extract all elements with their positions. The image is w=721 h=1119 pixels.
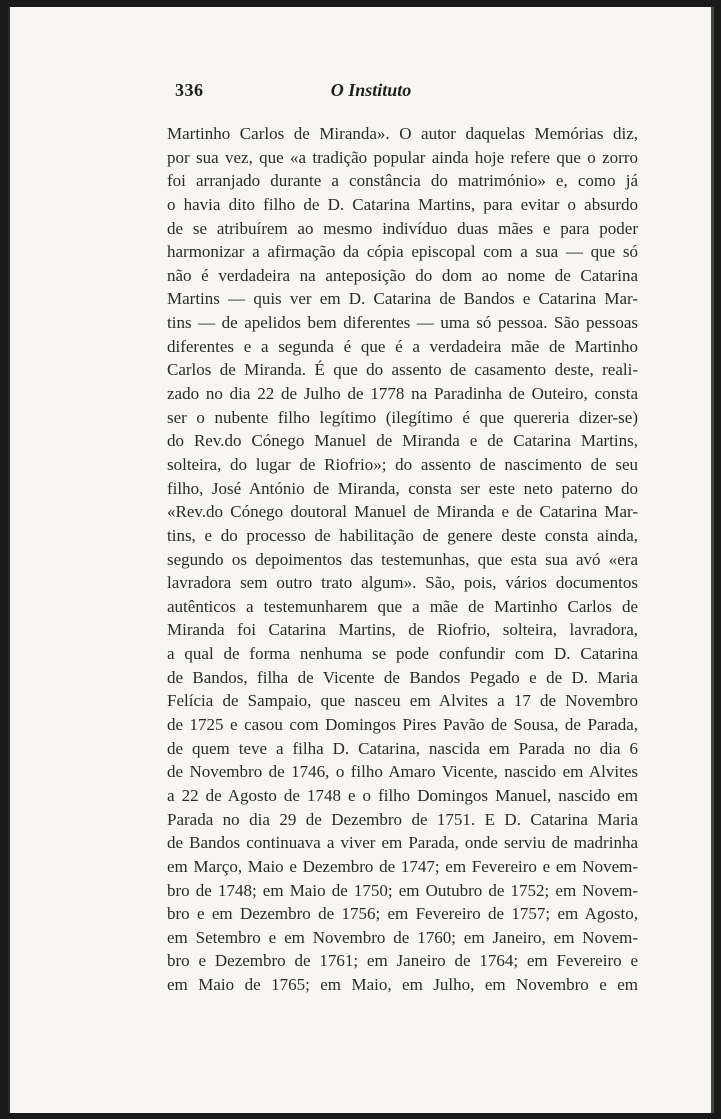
text-line: não é verdadeira na anteposição do dom ao nome de Catarina [167, 265, 638, 285]
text-line: a 22 de Agosto de 1748 e o filho Domingos Manuel, nascido em [167, 785, 638, 805]
text-line: lavradora sem outro trato algum». São, pois, vários documentos [167, 573, 638, 593]
text-line: do Rev.do Cónego Manuel de Miranda e de Catarina Martins, [167, 431, 638, 451]
text-line: «Rev.do Cónego doutoral Manuel de Miranda e de Catarina Mar- [167, 502, 638, 522]
text-line: autênticos a testemunharem que a mãe de Martinho Carlos de [167, 596, 638, 616]
text-line: ser o nubente filho legítimo (ilegítimo é que quereria dizer-se) [167, 407, 638, 427]
text-line: Martins — quis ver em D. Catarina de Bandos e Catarina Mar- [167, 289, 638, 309]
text-line: filho, José António de Miranda, consta ser este neto paterno do [167, 478, 638, 498]
text-line: Carlos de Miranda. É que do assento de casamento deste, reali- [167, 360, 638, 380]
text-line: em Março, Maio e Dezembro de 1747; em Fevereiro e em Novem- [167, 856, 638, 876]
running-title: O Instituto [330, 80, 412, 100]
text-line: de quem teve a filha D. Catarina, nascida em Parada no dia 6 [167, 738, 638, 758]
text-line: harmonizar a afirmação da cópia episcopal com a sua — que só [167, 242, 638, 262]
text-line: Felícia de Sampaio, que nasceu em Alvites a 17 de Novembro [167, 691, 638, 711]
text-line: tins, e do processo de habilitação de genere deste consta ainda, [167, 525, 638, 545]
text-line: o havia dito filho de D. Catarina Martins, para evitar o absurdo [167, 194, 638, 214]
text-line: foi arranjado durante a constância do matrimónio» e, como já [167, 171, 638, 191]
text-line: por sua vez, que «a tradição popular ainda hoje refere que o zorro [167, 147, 638, 167]
page-number: 336 [175, 80, 204, 100]
text-line: solteira, do lugar de Riofrio»; do assento de nascimento de seu [167, 454, 638, 474]
text-line: de Bandos continuava a viver em Parada, onde serviu de madrinha [167, 833, 638, 853]
text-line: bro de 1748; em Maio de 1750; em Outubro de 1752; em Novem- [167, 880, 638, 900]
text-line: a qual de forma nenhuma se pode confundir com D. Catarina [167, 644, 638, 664]
text-line: em Setembro e em Novembro de 1760; em Janeiro, em Novem- [167, 927, 638, 947]
page-header [175, 80, 567, 106]
text-line: diferentes e a segunda é que é a verdadeira mãe de Martinho [167, 336, 638, 356]
text-line: Miranda foi Catarina Martins, de Riofrio, solteira, lavradora, [167, 620, 638, 640]
text-line: em Maio de 1765; em Maio, em Julho, em Novembro e em [167, 975, 638, 995]
text-line: de se atribuírem ao mesmo indivíduo duas mães e para poder [167, 218, 638, 238]
text-line: Parada no dia 29 de Dezembro de 1751. E D. Catarina Maria [167, 809, 638, 829]
text-line: de 1725 e casou com Domingos Pires Pavão de Sousa, de Parada, [167, 715, 638, 735]
text-line: bro e Dezembro de 1761; em Janeiro de 1764; em Fevereiro e [167, 951, 638, 971]
text-line: Martinho Carlos de Miranda». O autor daquelas Memórias diz, [167, 124, 638, 143]
text-line: tins — de apelidos bem diferentes — uma só pessoa. São pessoas [167, 313, 638, 333]
text-line: bro e em Dezembro de 1756; em Fevereiro de 1757; em Agosto, [167, 904, 638, 924]
text-line: de Novembro de 1746, o filho Amaro Vicente, nascido em Alvites [167, 762, 638, 782]
body-text [167, 122, 638, 997]
text-line: zado no dia 22 de Julho de 1778 na Paradinha de Outeiro, consta [167, 384, 638, 404]
text-line: segundo os depoimentos das testemunhas, que esta sua avó «era [167, 549, 638, 569]
text-line: de Bandos, filha de Vicente de Bandos Pegado e de D. Maria [167, 667, 638, 687]
